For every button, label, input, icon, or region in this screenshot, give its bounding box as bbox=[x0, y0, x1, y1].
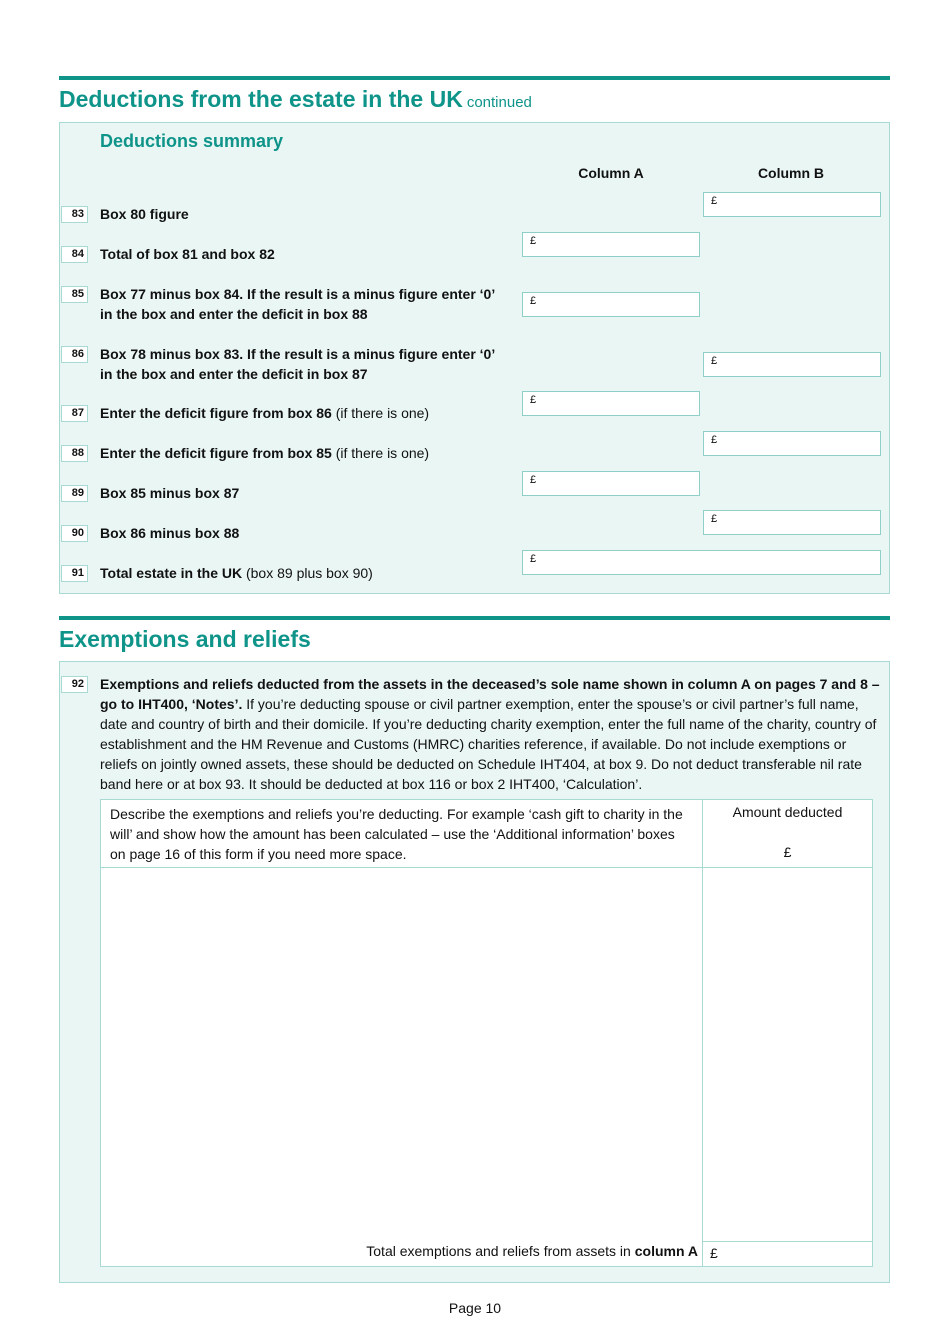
box-86-label: Box 78 minus box 83. If the result is a minus figure enter ‘0’ in the box and enter the deficit in box 87 bbox=[100, 346, 495, 382]
box-83-label: Box 80 figure bbox=[100, 206, 189, 222]
amount-column-header bbox=[703, 800, 872, 868]
box-90-input[interactable] bbox=[724, 513, 878, 534]
box-90-field[interactable] bbox=[703, 510, 881, 535]
box-84-field[interactable] bbox=[522, 232, 700, 257]
section-title-deductions bbox=[59, 86, 532, 113]
amount-deducted-label: Amount deducted bbox=[732, 804, 843, 820]
total-exemptions-input[interactable] bbox=[725, 1245, 869, 1265]
pound-sign: £ bbox=[711, 513, 718, 525]
box-91-field[interactable] bbox=[522, 550, 881, 575]
continued-label: continued bbox=[466, 94, 532, 111]
description-textarea-cell bbox=[101, 868, 703, 1242]
box-88-field[interactable] bbox=[703, 431, 881, 456]
amount-textarea-cell bbox=[703, 868, 872, 1242]
box-86-field[interactable] bbox=[703, 352, 881, 377]
total-exemptions-label: Total exemptions and reliefs from assets in column A bbox=[366, 1243, 698, 1259]
box-92-instructions: Exemptions and reliefs deducted from the assets in the deceased’s sole name shown in column A on pages 7 and 8 – go to IHT400, ‘Notes’. If you’re deducting spouse or civil partner exemption, enter the spouse’s or civil partner’s full name, date and country of birth and their domicile. If you’re deducting charity exemption, enter the full name of the charity, country of establishment and the HM Revenue and Customs (HMRC) charities reference, if available. Do not include exemptions or reliefs on jointly owned assets, these should be deducted on Schedule IHT404, at box 9. Do not deduct transferable nil rate band here or at box 93. It should be deducted at box 116 or box 2 IHT400, ‘Calculation’. bbox=[100, 676, 880, 792]
column-a-header: Column A bbox=[578, 165, 644, 181]
section-rule bbox=[59, 616, 890, 620]
exemptions-amount-input[interactable] bbox=[703, 868, 872, 1242]
box-89-input[interactable] bbox=[543, 474, 697, 495]
exemptions-description-input[interactable] bbox=[101, 868, 702, 1242]
section-title-exemptions: Exemptions and reliefs bbox=[59, 626, 311, 652]
box-83-field[interactable] bbox=[703, 192, 881, 217]
box-90-label: Box 86 minus box 88 bbox=[100, 525, 240, 541]
page-number: Page 10 bbox=[448, 1300, 502, 1316]
pound-sign: £ bbox=[530, 235, 537, 247]
section-rule bbox=[59, 76, 890, 80]
deductions-summary-title: Deductions summary bbox=[100, 131, 284, 151]
box-84-input[interactable] bbox=[543, 235, 697, 256]
box-84-label: Total of box 81 and box 82 bbox=[100, 246, 275, 262]
section-title-text: Deductions from the estate in the UK bbox=[59, 86, 463, 112]
box-number-87: 87 bbox=[61, 405, 88, 422]
pound-sign: £ bbox=[530, 295, 537, 307]
box-number-83: 83 bbox=[61, 206, 88, 223]
box-number-85: 85 bbox=[61, 286, 88, 303]
pound-sign: £ bbox=[711, 355, 718, 367]
box-87-field[interactable] bbox=[522, 391, 700, 416]
box-87-label: Enter the deficit figure from box 86 (if there is one) bbox=[100, 405, 430, 421]
pound-sign: £ bbox=[711, 434, 718, 446]
box-86-input[interactable] bbox=[724, 355, 878, 376]
pound-sign: £ bbox=[710, 1245, 718, 1261]
exemptions-table bbox=[100, 799, 873, 1267]
column-b-header: Column B bbox=[757, 165, 825, 181]
amount-currency-label: £ bbox=[783, 844, 792, 860]
box-85-input[interactable] bbox=[543, 295, 697, 316]
box-89-label: Box 85 minus box 87 bbox=[100, 485, 240, 501]
box-number-86: 86 bbox=[61, 346, 88, 363]
box-88-input[interactable] bbox=[724, 434, 878, 455]
pound-sign: £ bbox=[530, 394, 537, 406]
box-number-88: 88 bbox=[61, 445, 88, 462]
box-number-92: 92 bbox=[61, 676, 88, 693]
box-83-input[interactable] bbox=[724, 195, 878, 216]
pound-sign: £ bbox=[711, 195, 718, 207]
box-91-input[interactable] bbox=[543, 553, 878, 574]
box-88-label: Enter the deficit figure from box 85 (if there is one) bbox=[100, 445, 430, 461]
box-89-field[interactable] bbox=[522, 471, 700, 496]
box-number-89: 89 bbox=[61, 485, 88, 502]
box-87-input[interactable] bbox=[543, 394, 697, 415]
box-number-84: 84 bbox=[61, 246, 88, 263]
box-number-90: 90 bbox=[61, 525, 88, 542]
pound-sign: £ bbox=[530, 553, 537, 565]
description-column-header: Describe the exemptions and reliefs you’re deducting. For example ‘cash gift to charity in the will’ and show how the amount has been calculated – use the ‘Additional information’ boxes on page 16 of this form if you need more space. bbox=[101, 800, 703, 868]
box-85-field[interactable] bbox=[522, 292, 700, 317]
box-85-label: Box 77 minus box 84. If the result is a minus figure enter ‘0’ in the box and enter the deficit in box 88 bbox=[100, 286, 495, 322]
total-exemptions-field[interactable] bbox=[702, 1241, 873, 1267]
pound-sign: £ bbox=[530, 474, 537, 486]
box-91-label: Total estate in the UK (box 89 plus box 90) bbox=[100, 565, 373, 581]
box-number-91: 91 bbox=[61, 565, 88, 582]
